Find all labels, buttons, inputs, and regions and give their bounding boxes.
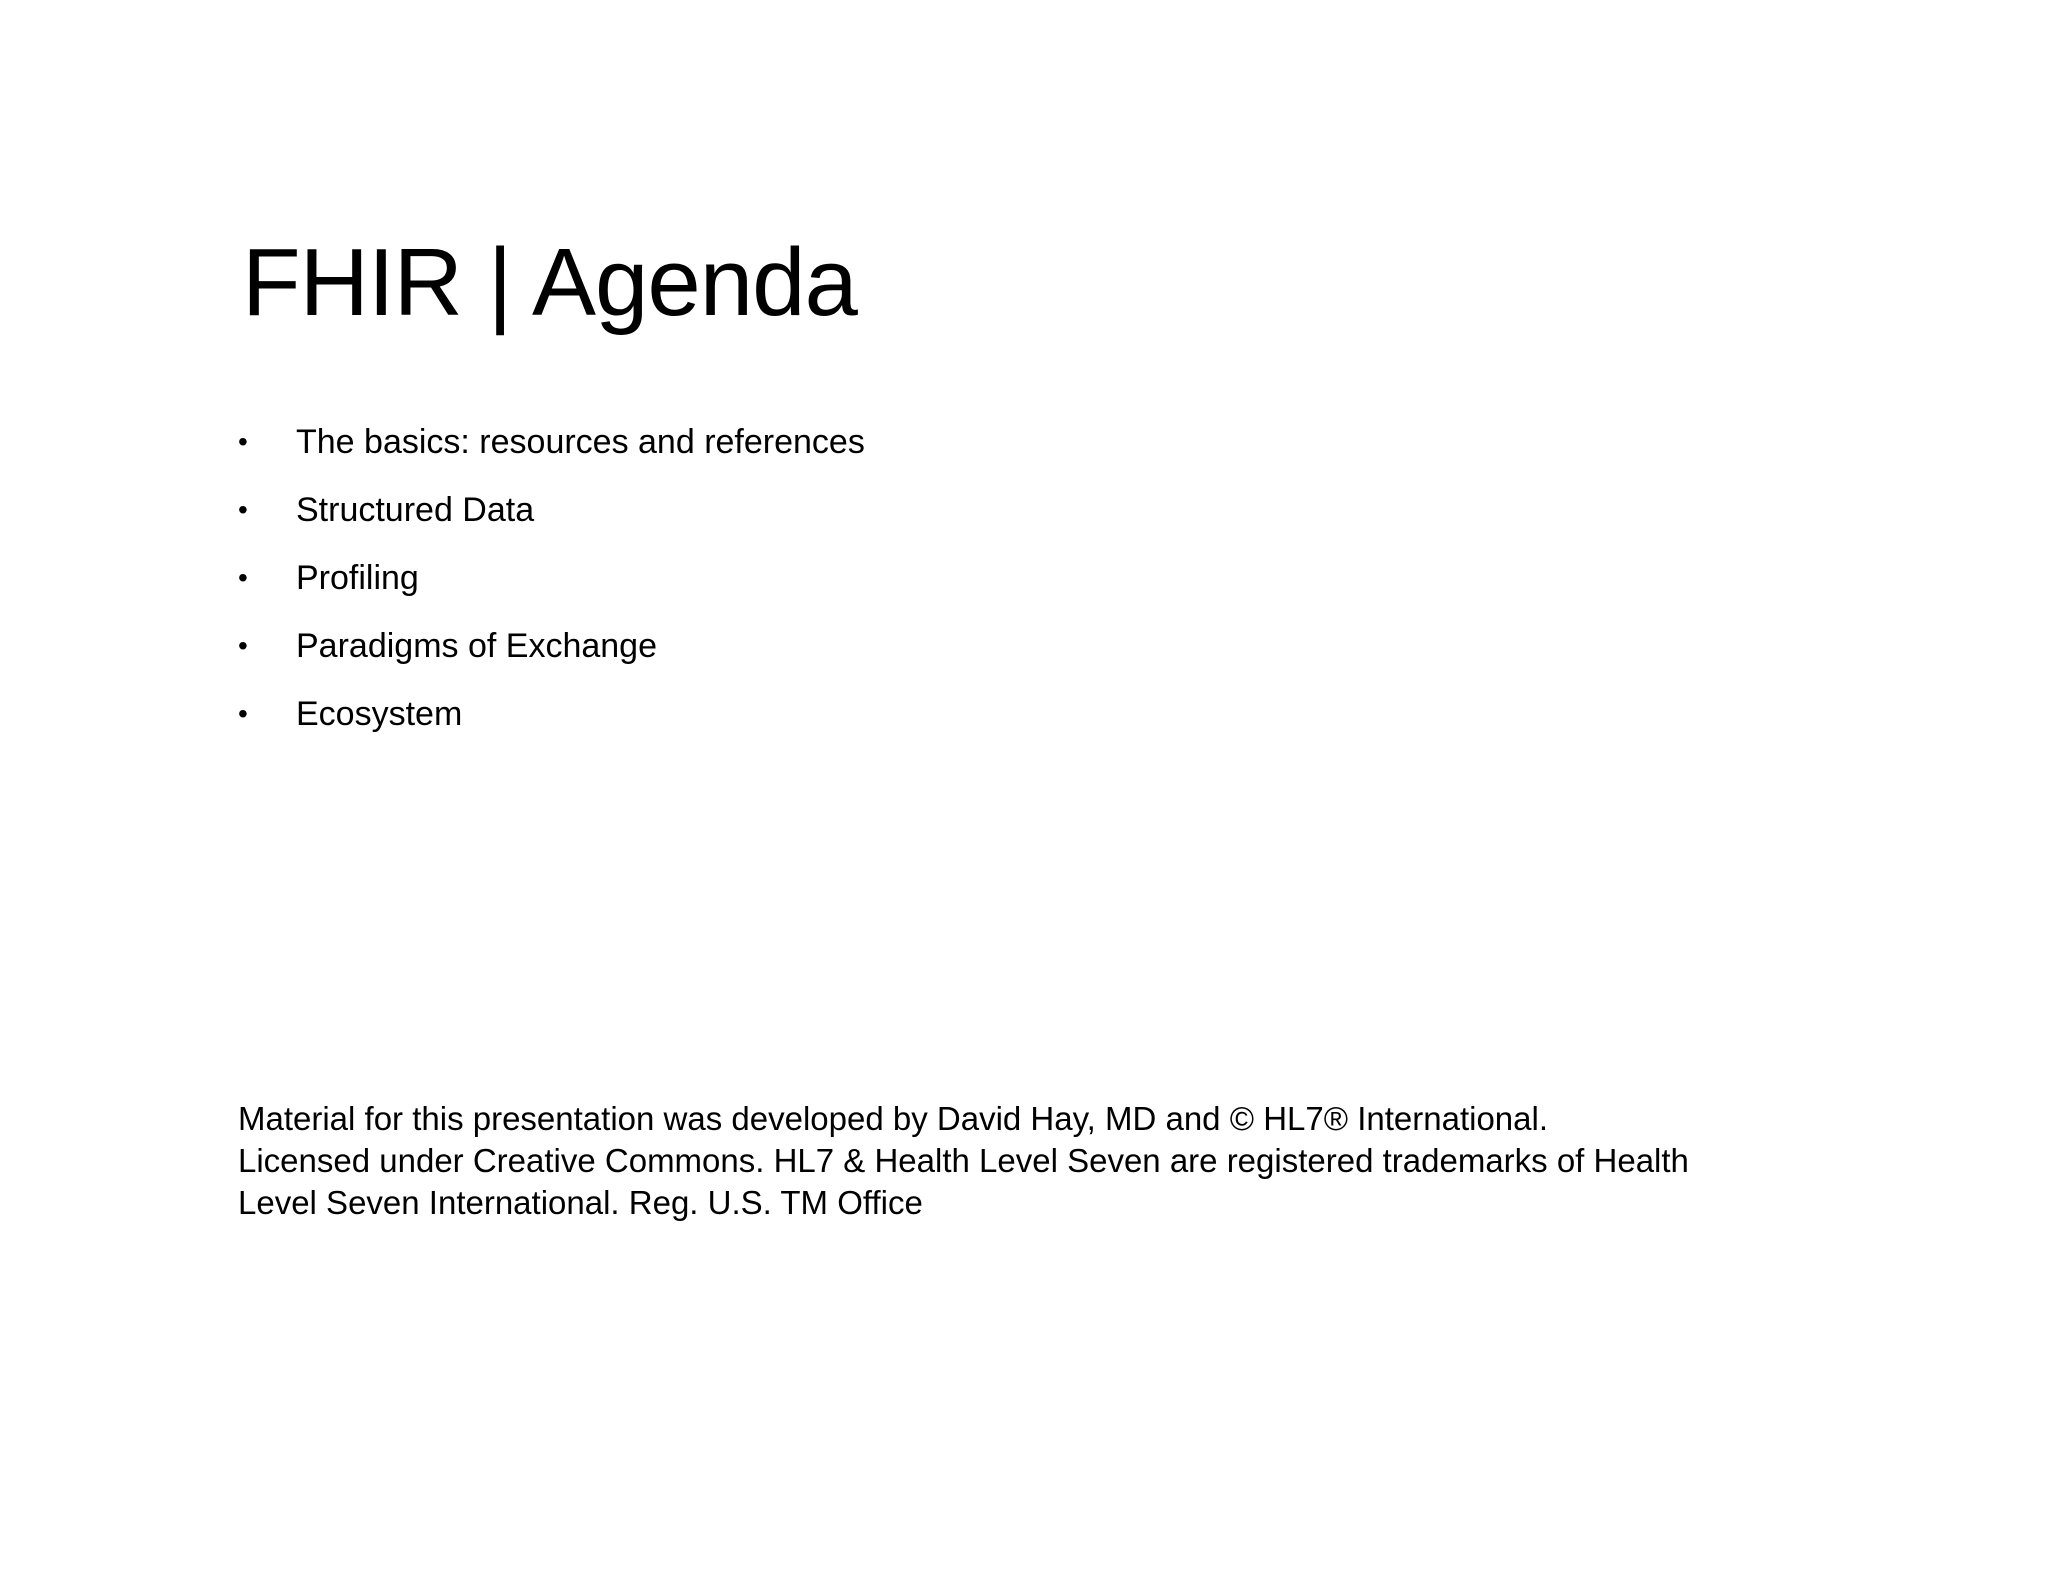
copyright-notice — [238, 1098, 1838, 1224]
bullet-icon: • — [238, 426, 248, 457]
agenda-item-text: Ecosystem — [296, 695, 463, 733]
agenda-item-text: Profiling — [296, 559, 419, 597]
agenda-item-text: Structured Data — [296, 491, 535, 529]
bullet-icon: • — [238, 562, 248, 593]
bullet-icon: • — [238, 494, 248, 525]
agenda-item-text: The basics: resources and references — [296, 423, 865, 461]
bullet-icon: • — [238, 630, 248, 661]
slide-title: FHIR | Agenda — [242, 229, 857, 336]
copyright-line: Level Seven International. Reg. U.S. TM Office — [238, 1184, 923, 1221]
bullet-icon: • — [238, 698, 248, 729]
copyright-line: Licensed under Creative Commons. HL7 & Health Level Seven are registered trademarks of Health — [238, 1142, 1689, 1179]
copyright-line: Material for this presentation was developed by David Hay, MD and © HL7® International. — [238, 1100, 1549, 1137]
agenda-item-text: Paradigms of Exchange — [296, 627, 657, 665]
